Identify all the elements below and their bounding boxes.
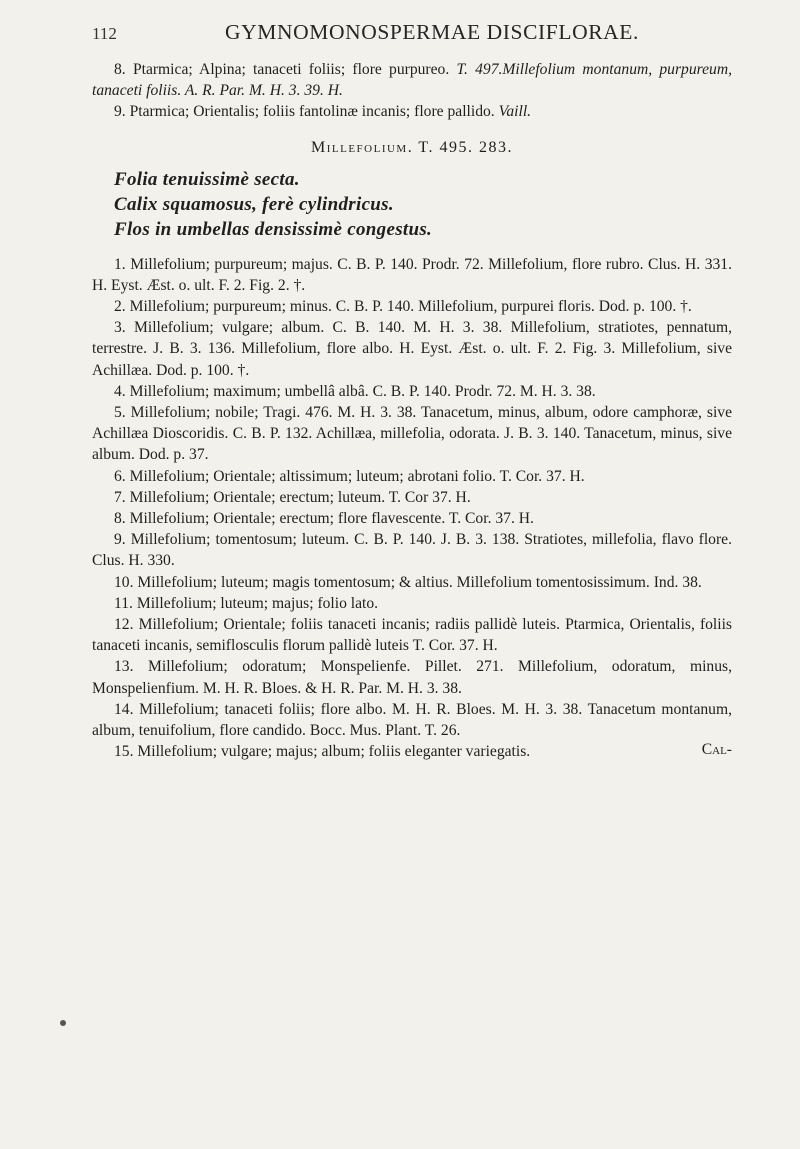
entry-synonym: Millefolium montanum, purpureum, tanaceti foliis. A. R. Par. M. H. 3. 39. H. (92, 61, 733, 100)
entry-text: Ptarmica; Alpina; tanaceti foliis; flore purpureo. (132, 61, 450, 78)
entry-number: 11. (114, 594, 133, 612)
species-entry (92, 317, 732, 381)
species-entry (92, 487, 732, 508)
genus-heading (92, 139, 732, 157)
species-entry (92, 508, 732, 529)
entry-text: Millefolium; purpureum; minus. C. B. P. 140. Millefolium, purpurei floris. Dod. p. 100. †. (129, 298, 692, 316)
entry-text: Millefolium; luteum; majus; folio lato. (136, 594, 379, 612)
entry-number: 1. (114, 255, 126, 273)
ptarmica-entries (92, 59, 732, 123)
species-entry (92, 614, 732, 656)
entry-number: 6. (114, 467, 126, 485)
genus-name: Millefolium. (310, 138, 414, 156)
species-entry (92, 572, 732, 593)
ink-spot (60, 1020, 66, 1026)
entry-text: Millefolium; luteum; magis tomentosum; & altius. Millefolium tomentosissimum. Ind. 38. (137, 573, 702, 591)
entry-number: 2. (114, 298, 126, 316)
entry-number: 8. (114, 61, 126, 78)
entry-text: Millefolium; Orientale; erectum; luteum. T. Cor 37. H. (129, 488, 471, 506)
entry-number: 5. (114, 404, 126, 422)
entry-text: Millefolium; maximum; umbellâ albâ. C. B. P. 140. Prodr. 72. M. H. 3. 38. (129, 382, 596, 400)
entry-text: Millefolium; Orientale; erectum; flore flavescente. T. Cor. 37. H. (129, 510, 534, 528)
entry-text: Millefolium; Orientale; foliis tanaceti incanis; radiis pallidè luteis. Ptarmica, Orientalis, foliis tanaceti incanis, semiflosculis florum pallidè luteis T. Cor. 37. H. (92, 616, 733, 655)
entry-number: 8. (114, 510, 126, 528)
entry-number: 4. (114, 382, 126, 400)
entry-text: Millefolium; tomentosum; luteum. C. B. P. 140. J. B. 3. 138. Stratiotes, millefolia, flavo flore. Clus. H. 330. (92, 531, 732, 570)
entry-text: Millefolium; tanaceti foliis; flore albo. M. H. R. Bloes. M. H. 3. 38. Tanacetum montanum, album, tenuifolium, flore candido. Bocc. Mus. Plant. T. 26. (92, 700, 732, 740)
species-entry (92, 656, 732, 698)
entry-number: 7. (114, 488, 126, 506)
species-entry (92, 381, 732, 402)
entry-number: 14. (114, 700, 134, 718)
entry-text: Millefolium; purpureum; majus. C. B. P. 140. Prodr. 72. Millefolium, flore rubro. Clus. H. 331. H. Eyst. Æst. o. ult. F. 2. Fig. 2. †. (92, 255, 732, 294)
species-entry (92, 254, 732, 296)
entry-number: 10. (114, 573, 134, 591)
entry-number: 12. (114, 616, 134, 634)
character-calyx: Calix squamosus, ferè cylindricus. (114, 193, 394, 215)
species-entry (92, 296, 732, 317)
entry-number: 9. (114, 103, 126, 121)
entry-text: Millefolium; vulgare; majus; album; foliis eleganter variegatis. (137, 743, 531, 761)
running-title: GYMNOMONOSPERMAE DISCIFLORAE. (225, 20, 639, 44)
character-leaves: Folia tenuissimè secta. (114, 168, 300, 190)
ptarmica-entry (92, 59, 732, 101)
entry-text: Millefolium; nobile; Tragi. 476. M. H. 3. 38. Tanacetum, minus, album, odore camphoræ, sive Achillæa Dioscoridis. C. B. P. 132. Achillæa, millefolia, odorata. J. B. 3. 140. Tanacetum, minus, sive album. Dod. p. 37. (92, 404, 732, 464)
catchword: Cal- (701, 741, 732, 759)
page-header (92, 20, 732, 45)
entry-number: 9. (114, 531, 126, 549)
species-entry (92, 466, 732, 487)
entry-number: 13. (114, 658, 134, 676)
species-list (92, 254, 732, 763)
species-entry (92, 402, 732, 466)
entry-reference: T. 497. (456, 61, 503, 78)
genus-ref: T. 495. 283. (418, 138, 514, 156)
species-entry (92, 593, 732, 614)
species-entry (92, 529, 732, 571)
entry-text: Millefolium; odoratum; Monspelienfe. Pillet. 271. Millefolium, odoratum, minus, Monspelienfium. M. H. R. Bloes. & H. R. Par. M. H. 3. 38. (92, 658, 732, 697)
species-entry (92, 699, 732, 741)
entry-synonym: Vaill. (498, 103, 532, 121)
entry-text: Millefolium; Orientale; altissimum; luteum; abrotani folio. T. Cor. 37. H. (129, 467, 585, 485)
entry-text: Millefolium; vulgare; album. C. B. 140. M. H. 3. 38. Millefolium, stratiotes, pennatum, terrestre. J. B. 3. 136. Millefolium, flore albo. H. Eyst. Æst. o. ult. F. 2. Fig. 3. Millefolium, sive Achillæa. Dod. p. 100. †. (92, 319, 732, 379)
page-number: 112 (92, 24, 117, 43)
genus-characters (92, 167, 732, 242)
ptarmica-entry (92, 101, 732, 122)
entry-number: 3. (114, 319, 126, 337)
entry-text: Ptarmica; Orientalis; foliis fantolinæ incanis; flore pallido. (129, 103, 495, 121)
character-flower: Flos in umbellas densissimè congestus. (114, 218, 433, 240)
entry-number: 15. (114, 743, 134, 761)
